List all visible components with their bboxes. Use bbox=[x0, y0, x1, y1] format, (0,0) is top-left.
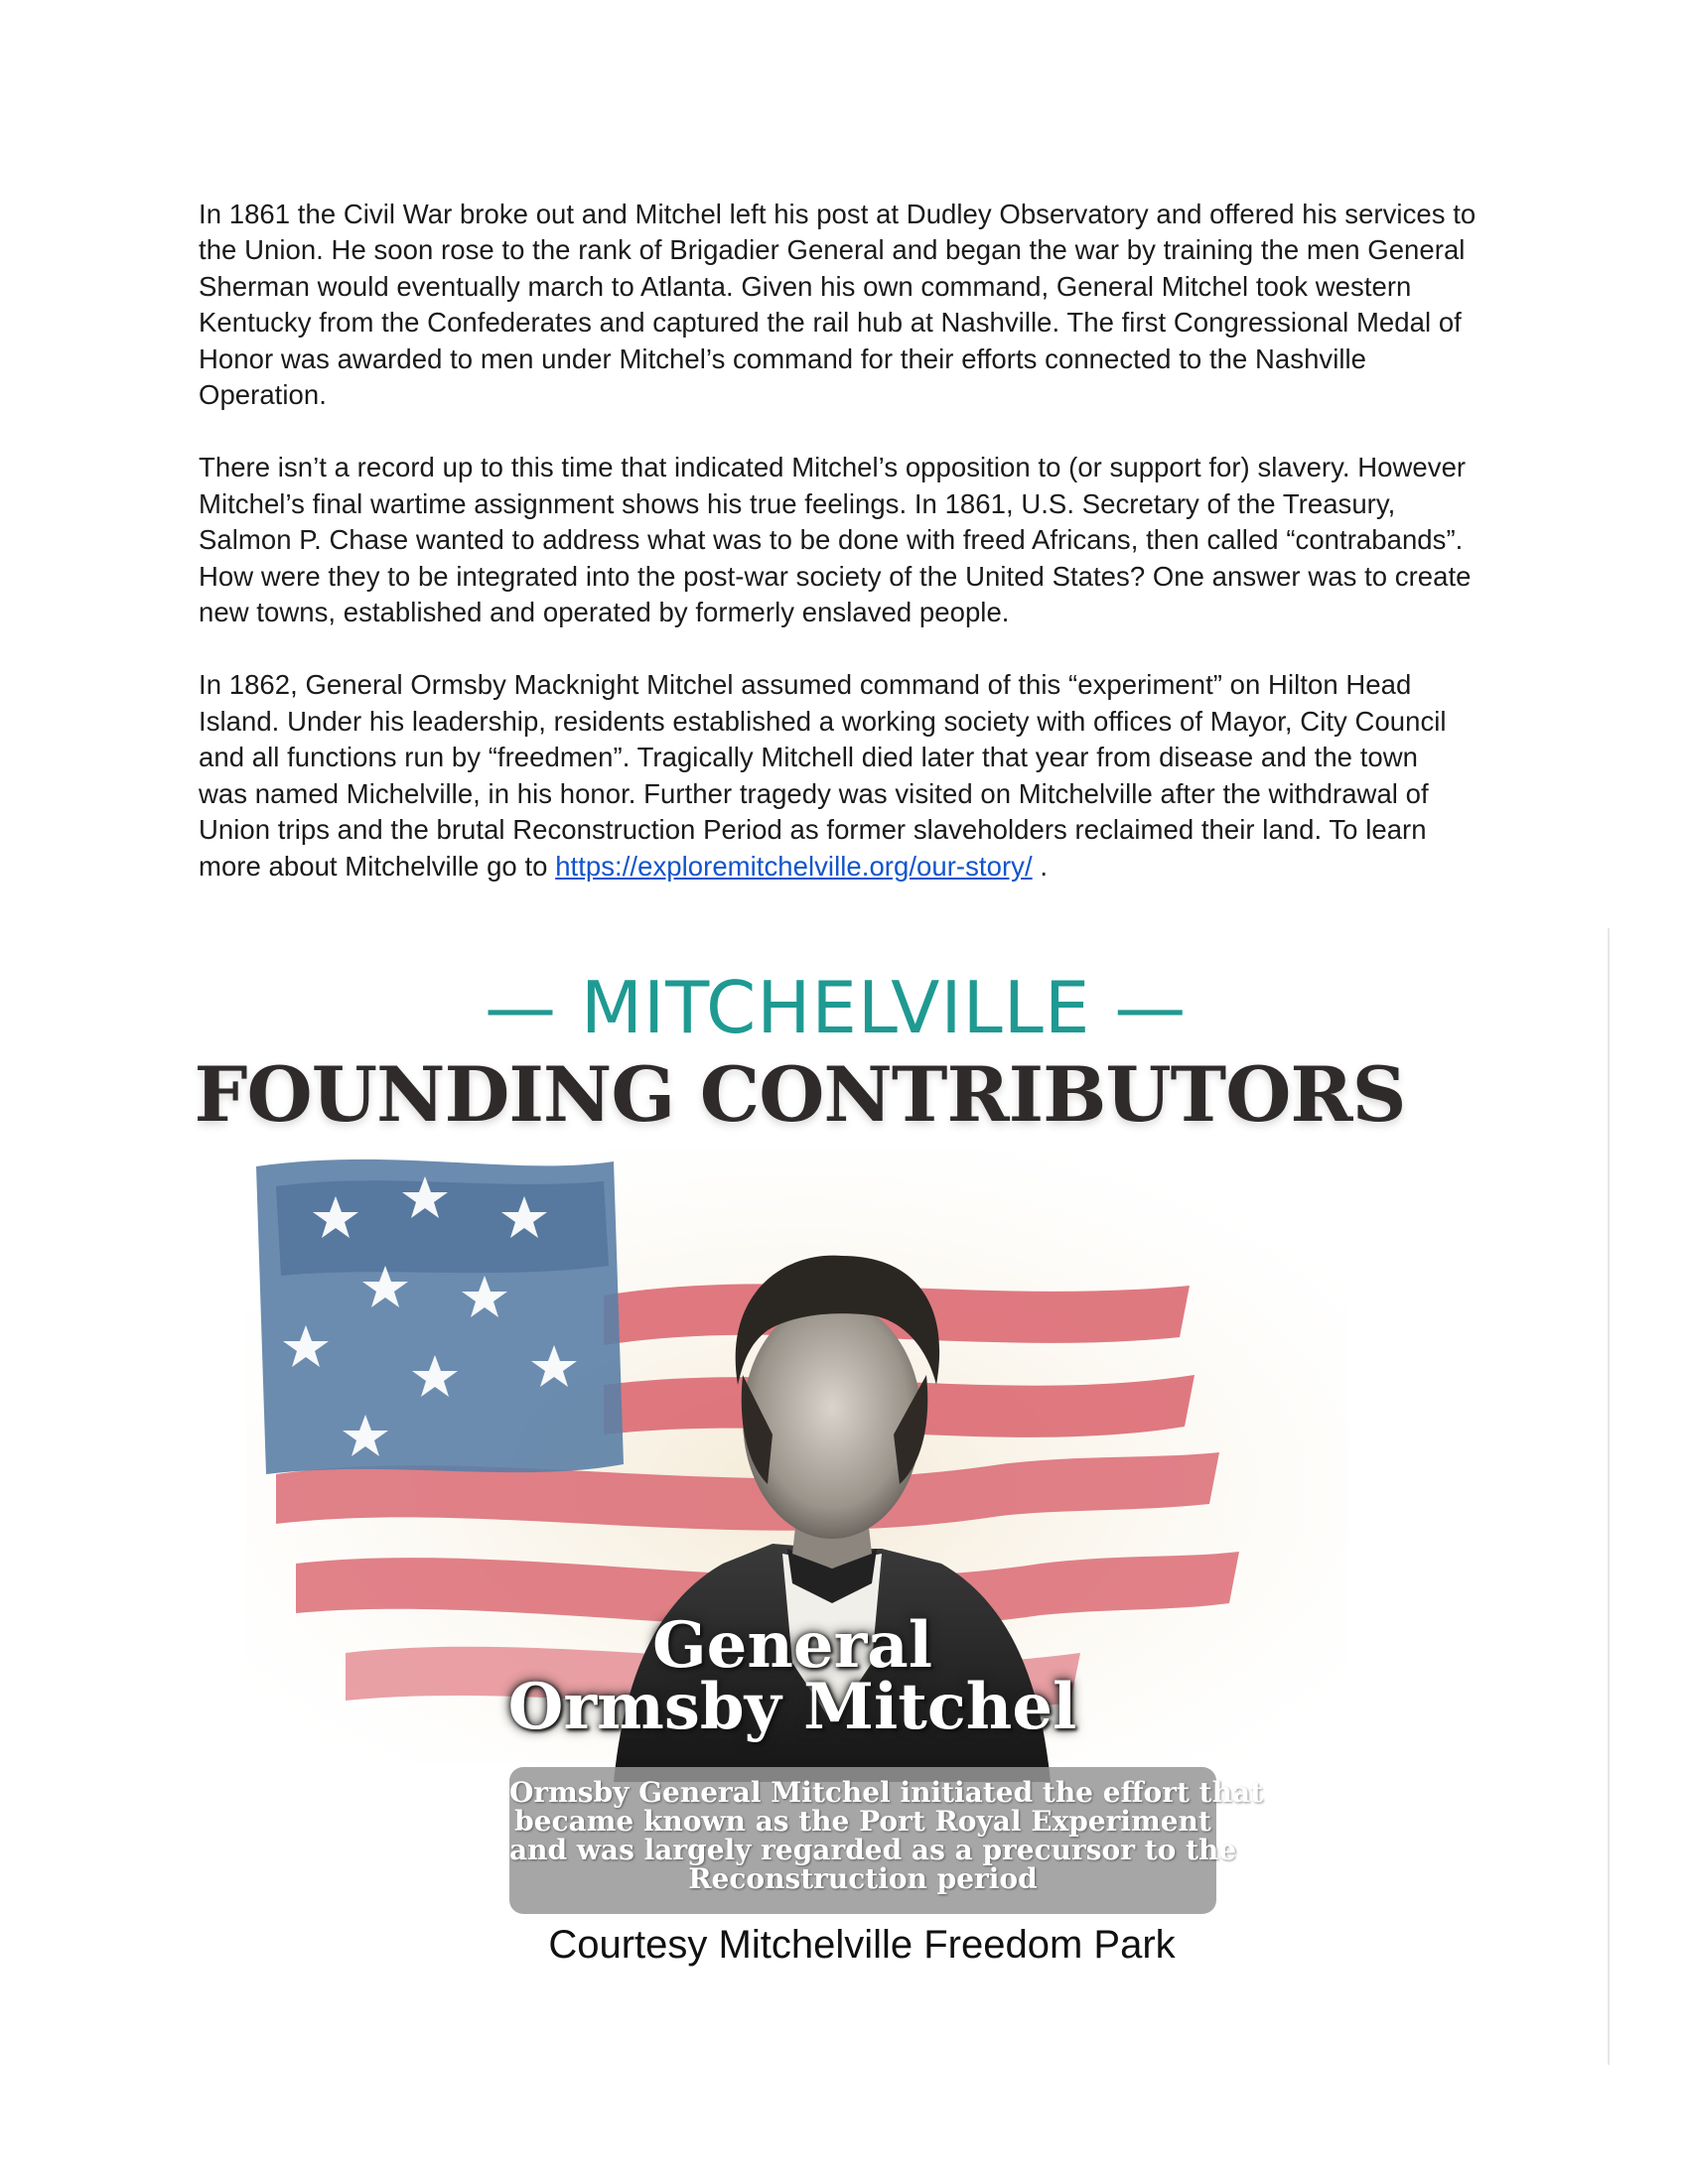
mitchelville-story-link[interactable]: https://exploremitchelville.org/our-story/ bbox=[555, 850, 1033, 882]
text-line: In 1862, General Ormsby Macknight Mitchel assumed command of this “experiment” on Hilton Head bbox=[199, 669, 1412, 701]
text-line: was named Michelville, in his honor. Further tragedy was visited on Mitchelville after the withdrawal of bbox=[199, 777, 1429, 809]
caption-line: and was largely regarded as a precursor to the bbox=[509, 1834, 1237, 1866]
text-line-with-link bbox=[199, 849, 1499, 885]
text-line: Union trips and the brutal Reconstruction Period as former slaveholders reclaimed their land. To learn bbox=[199, 814, 1427, 846]
caption-line: Reconstruction period bbox=[688, 1862, 1038, 1895]
text-line: and all functions run by “freedmen”. Tragically Mitchell died later that year from disease and the town bbox=[199, 742, 1418, 773]
text-line: Honor was awarded to men under Mitchel’s command for their efforts connected to the Nashville bbox=[199, 342, 1367, 374]
link-prefix: more about Mitchelville go to bbox=[199, 850, 556, 882]
portrait-name-line-1: General bbox=[651, 1608, 933, 1683]
text-line: Kentucky from the Confederates and captured the rail hub at Nashville. The first Congressional Medal of bbox=[199, 307, 1462, 339]
text-line: How were they to be integrated into the post-war society of the United States? One answer was to create bbox=[199, 560, 1472, 592]
paragraph-civil-war bbox=[199, 197, 1499, 413]
founding-contributors-poster bbox=[187, 966, 1413, 1967]
text-line: In 1861 the Civil War broke out and Mitchel left his post at Dudley Observatory and offered his services to bbox=[199, 199, 1477, 229]
text-line: new towns, established and operated by formerly enslaved people. bbox=[199, 597, 1010, 628]
portrait-name-line-2: Ormsby Mitchel bbox=[507, 1670, 1077, 1744]
link-suffix: . bbox=[1032, 850, 1049, 882]
portrait-face bbox=[743, 1300, 921, 1539]
paragraph-slavery bbox=[199, 450, 1499, 630]
caption-line: became known as the Port Royal Experiment bbox=[514, 1805, 1211, 1838]
portrait-caption bbox=[509, 1776, 1264, 1895]
photo-credit: Courtesy Mitchelville Freedom Park bbox=[548, 1923, 1176, 1967]
poster-kicker: — MITCHELVILLE — bbox=[485, 966, 1188, 1049]
page-margin-divider bbox=[1608, 928, 1610, 2065]
caption-line: Ormsby General Mitchel initiated the effort that bbox=[509, 1776, 1264, 1809]
text-line: There isn’t a record up to this time that indicated Mitchel’s opposition to (or support for) slavery. However bbox=[199, 452, 1467, 483]
text-line: Operation. bbox=[199, 379, 327, 411]
text-line: Salmon P. Chase wanted to address what was to be done with freed Africans, then called “contrabands”. bbox=[199, 524, 1464, 556]
poster-title: FOUNDING CONTRIBUTORS bbox=[194, 1050, 1406, 1139]
text-line: the Union. He soon rose to the rank of Brigadier General and began the war by training the men General bbox=[199, 234, 1466, 266]
document-body bbox=[199, 197, 1499, 921]
text-line: Mitchel’s final wartime assignment shows his true feelings. In 1861, U.S. Secretary of the Treasury, bbox=[199, 487, 1396, 519]
paragraph-mitchelville bbox=[199, 667, 1499, 884]
text-line: Sherman would eventually march to Atlanta. Given his own command, General Mitchel took western bbox=[199, 270, 1412, 302]
text-line: Island. Under his leadership, residents established a working society with offices of Mayor, City Council bbox=[199, 705, 1447, 737]
